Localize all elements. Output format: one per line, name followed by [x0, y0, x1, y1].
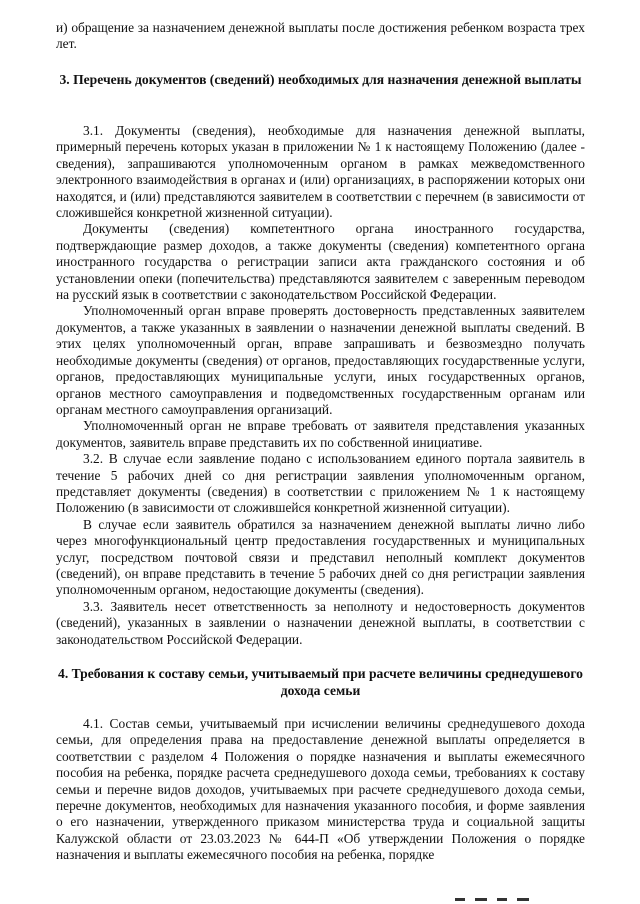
paragraph-intro: и) обращение за назначением денежной выплаты после достижения ребенком возраста трех лет. — [56, 20, 585, 52]
paragraph-3-2-incomplete: В случае если заявитель обратился за назначением денежной выплаты лично либо через многофункциональный центр предоставления государственных и муниципальных услуг, посредством почтовой связи и представил неполный комплект документов (сведений), он вправе представить в течение 5 рабочих дней со дня регистрации заявления уполномоченным органом, недостающие документы (сведения). — [56, 516, 585, 598]
section-4-heading: 4. Требования к составу семьи, учитываемый при расчете величины среднедушевого дохода семьи — [58, 666, 583, 698]
cut-off-text-decoration — [455, 895, 530, 904]
intro-block — [56, 20, 585, 53]
paragraph-4-1: 4.1. Состав семьи, учитываемый при исчислении величины среднедушевого дохода семьи, для определения права на предоставление денежной выплаты определяется в соответствии с разделом 4 Положения о порядке назначения и выплаты ежемесячного пособия на ребенка, порядке расчета среднедушевого дохода семьи, требованиях к составу семьи и перечне видов доходов, учитываемых при расчете среднедушевого дохода семьи, перечне документов, необходимых для назначения указанного пособия, и форме заявления о его назначении, утвержденного приказом министерства труда и социальной защиты Калужской области от 23.03.2023 № 644-П «Об утверждении Положения о порядке назначения и выплаты ежемесячного пособия на ребенка, порядке — [56, 716, 585, 863]
paragraph-3-1-verification: Уполномоченный орган вправе проверять достоверность представленных заявителем документов, а также указанных в заявлении о назначении денежной выплаты сведений. В этих целях уполномоченный орган, вправе запрашивать и безвозмездно получать необходимые документы (сведения) от органов, предоставляющих государственные услуги, органов, предоставляющих муниципальные услуги, иных государственных органов, органов местного самоуправления и подведомственных государственным органам или органам местного самоуправления организаций. — [56, 303, 585, 417]
paragraph-3-1: 3.1. Документы (сведения), необходимые для назначения денежной выплаты, примерный перечень которых указан в приложении № 1 к настоящему Положению (далее - сведения), запрашиваются уполномоченным органом в рамках межведомственного электронного взаимодействия в органах и (или) организациях, в распоряжении которых они находятся, и (или) представляются заявителем в соответствии с перечнем (в зависимости от сложившейся конкретной жизненной ситуации). — [56, 123, 585, 221]
paragraph-3-2: 3.2. В случае если заявление подано с использованием единого портала заявитель в течение 5 рабочих дней со дня регистрации заявления уполномоченным органом, представляет документы (сведения) в соответствии с приложением № 1 к настоящему Положению (в зависимости от сложившейся конкретной жизненной ситуации). — [56, 451, 585, 516]
section-4-body — [56, 716, 585, 864]
next-page-fragment — [455, 895, 530, 904]
section-3-heading: 3. Перечень документов (сведений) необходимых для назначения денежной выплаты — [59, 72, 582, 87]
paragraph-3-1-foreign-docs: Документы (сведения) компетентного органа иностранного государства, подтверждающие размер доходов, а также документы (сведения) компетентного органа иностранного государства о регистрации записи акта гражданского состояния и об установлении опеки (попечительства) представляются заявителем с заверенным переводом на русский язык в соответствии с законодательством Российской Федерации. — [56, 221, 585, 303]
section-3-body — [56, 123, 585, 648]
paragraph-3-3: 3.3. Заявитель несет ответственность за неполноту и недостоверность документов (сведений), указанных в заявлении о назначении денежной выплаты, в соответствии с законодательством Российской Федерации. — [56, 598, 585, 647]
paragraph-3-1-no-demand: Уполномоченный орган не вправе требовать от заявителя представления указанных документов, заявитель вправе представить их по собственной инициативе. — [56, 418, 585, 450]
